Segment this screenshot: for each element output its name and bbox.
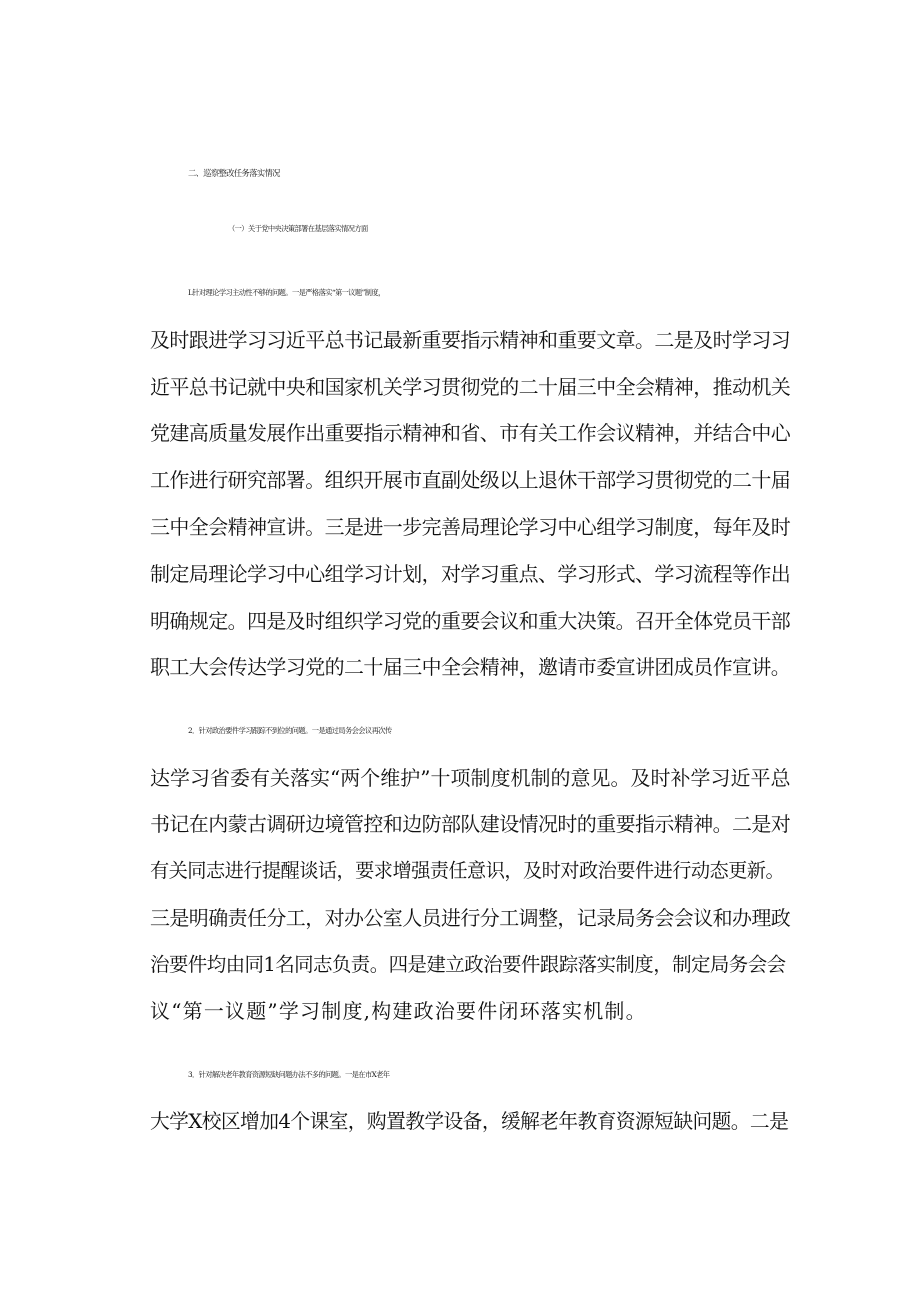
paragraph-2-line-1: 2．针对政治要件学习跟踪不到位的问题。一是通过局务会会议再次传 [188,726,392,735]
section-heading: 二、巡察整改任务落实情况 [188,168,280,178]
paragraph-1-line-8: 明确规定。四是及时组织学习党的重要会议和重大决策。召开全体党员干部 [150,609,791,633]
paragraph-2-line-3: 书记在内蒙古调研边境管控和边防部队建设情况时的重要指示精神。二是对 [150,812,791,836]
paragraph-3-line-2: 大学X校区增加4个课室，购置教学设备，缓解老年教育资源短缺问题。二是 [150,1110,789,1133]
paragraph-2-line-2: 达学习省委有关落实“两个维护”十项制度机制的意见。及时补学习近平总 [150,766,791,790]
paragraph-2-line-4: 有关同志进行提醒谈话，要求增强责任意识，及时对政治要件进行动态更新。 [150,859,785,882]
paragraph-1-line-9: 职工大会传达学习党的二十届三中全会精神，邀请市委宣讲团成员作宣讲。 [150,655,791,679]
paragraph-1-line-6: 三中全会精神宣讲。三是进一步完善局理论学习中心组学习制度，每年及时 [150,515,791,539]
paragraph-3-line-1: 3．针对解决老年教育资源短缺问题办法不多的问题。一是在市X老年 [188,1070,390,1079]
paragraph-2-line-6: 治要件均由同1名同志负责。四是建立政治要件跟踪落实制度，制定局务会会 [150,953,786,976]
paragraph-1-line-2: 及时跟进学习习近平总书记最新重要指示精神和重要文章。二是及时学习习 [150,328,791,352]
subsection-heading: （一）关于党中央决策部署在基层落实情况方面 [228,224,368,233]
paragraph-1-line-5: 工作进行研究部署。组织开展市直副处级以上退休干部学习贯彻党的二十届 [150,468,791,492]
paragraph-1-line-1: L针对理论学习主动性不够的问题。一是严格落实“第一议题”制度， [188,288,385,297]
paragraph-1-line-7: 制定局理论学习中心组学习计划，对学习重点、学习形式、学习流程等作出 [150,562,791,586]
paragraph-2-line-7: 议“第一议题”学习制度,构建政治要件闭环落实机制。 [150,999,647,1023]
paragraph-1-line-3: 近平总书记就中央和国家机关学习贯彻党的二十届三中全会精神，推动机关 [150,375,791,399]
paragraph-1-line-4: 党建高质量发展作出重要指示精神和省、市有关工作会议精神，并结合中心 [150,421,791,445]
paragraph-2-line-5: 三是明确责任分工，对办公室人员进行分工调整，记录局务会会议和办理政 [150,906,791,930]
